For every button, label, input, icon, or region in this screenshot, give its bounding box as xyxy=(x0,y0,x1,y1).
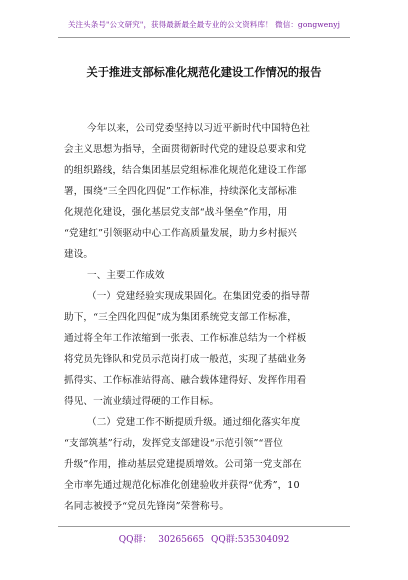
document-title: 关于推进支部标准化规范化建设工作情况的报告 xyxy=(86,65,322,79)
body-line: （二）党建工作不断提质升级。通过细化落实年度 xyxy=(87,417,301,428)
body-line: 抓得实、工作标准站得高、融合载体建得好、发挥作用看 xyxy=(64,375,307,386)
body-line: “党建红”引领驱动中心工作高质量发展，助力乡村振兴 xyxy=(64,228,297,239)
body-line: 升级”作用，推动基层党建提质增效。公司第一党支部在 xyxy=(64,459,302,470)
body-line: 今年以来，公司党委坚持以习近平新时代中国特色社 xyxy=(87,123,310,134)
body-line: 化规范化建设，强化基层党支部“战斗堡垒”作用，用 xyxy=(64,207,288,218)
body-line: 将党员先锋队和党员示范岗打成一般范，实现了基础业务 xyxy=(64,354,307,365)
body-line: 得见、一流业绩过得硬的工作目标。 xyxy=(64,396,220,407)
body-line: “支部筑基”行动，发挥党支部建设“示范引领”“晋位 xyxy=(64,438,283,449)
body-line: 助下，“三全四化四促”成为集团系统党支部工作标准， xyxy=(64,312,297,323)
footer-divider xyxy=(58,526,350,527)
body-line: （一）党建经验实现成果固化。在集团党委的指导帮 xyxy=(87,291,310,302)
body-line: 全市率先通过规范化标准化创建验收并获得“优秀”，10 xyxy=(64,480,300,491)
body-line: 通过将全年工作浓缩到一张表、工作标准总结为一个样板 xyxy=(64,333,307,344)
header-divider xyxy=(58,37,350,38)
body-line: 名同志被授予“党员先锋岗”荣誉称号。 xyxy=(64,501,230,512)
footer-contact: QQ群： 30265665 QQ群:535304092 xyxy=(118,535,290,545)
body-line: 建设。 xyxy=(64,249,94,260)
body-line: 的组织路线，结合集团基层党组标准化规范化建设工作部 xyxy=(64,165,307,176)
header-banner: 关注头条号"公文研究"，获得最新最全最专业的公文资料库！ 微信：gongwenyj xyxy=(67,20,341,29)
body-line: 署，围绕“三全四化四促”工作标准，持续深化支部标准 xyxy=(64,186,297,197)
section-heading: 一、主要工作成效 xyxy=(87,270,165,281)
body-line: 会主义思想为指导，全面贯彻新时代党的建设总要求和党 xyxy=(64,144,307,155)
